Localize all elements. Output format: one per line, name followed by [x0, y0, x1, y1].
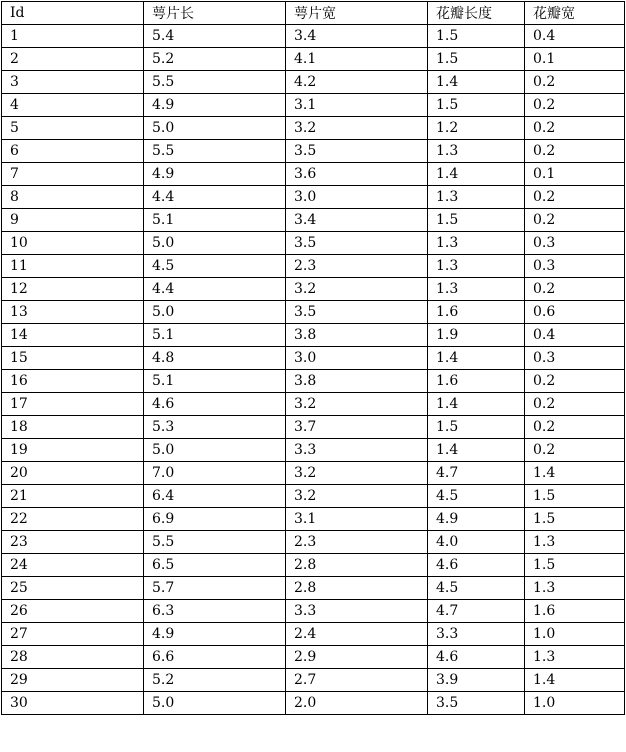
cell-petal-length: 1.3 [428, 278, 525, 301]
cell-petal-width: 1.5 [525, 508, 625, 531]
cell-sepal-width: 4.2 [286, 71, 428, 94]
cell-id: 7 [2, 163, 144, 186]
cell-petal-width: 0.3 [525, 232, 625, 255]
table-row [2, 439, 625, 462]
cell-sepal-length: 5.3 [144, 416, 286, 439]
cell-sepal-width: 3.2 [286, 485, 428, 508]
cell-petal-width: 0.6 [525, 301, 625, 324]
header-petal-length: 花瓣长度 [428, 2, 525, 25]
cell-sepal-length: 4.9 [144, 623, 286, 646]
cell-petal-width: 0.1 [525, 163, 625, 186]
table-row [2, 370, 625, 393]
cell-sepal-length: 4.9 [144, 94, 286, 117]
table-row [2, 117, 625, 140]
table-row [2, 393, 625, 416]
cell-petal-length: 4.7 [428, 462, 525, 485]
cell-id: 17 [2, 393, 144, 416]
cell-sepal-width: 3.0 [286, 347, 428, 370]
cell-sepal-length: 5.5 [144, 140, 286, 163]
cell-petal-width: 1.3 [525, 577, 625, 600]
table-row [2, 623, 625, 646]
cell-petal-width: 0.3 [525, 255, 625, 278]
table-row [2, 25, 625, 48]
cell-sepal-width: 3.1 [286, 508, 428, 531]
cell-id: 26 [2, 600, 144, 623]
cell-petal-length: 4.6 [428, 554, 525, 577]
cell-petal-width: 0.2 [525, 370, 625, 393]
table-row [2, 577, 625, 600]
cell-petal-width: 0.2 [525, 71, 625, 94]
table-row [2, 462, 625, 485]
cell-id: 20 [2, 462, 144, 485]
cell-petal-width: 0.2 [525, 416, 625, 439]
table-row [2, 186, 625, 209]
cell-petal-width: 0.2 [525, 186, 625, 209]
cell-id: 24 [2, 554, 144, 577]
cell-petal-length: 1.3 [428, 186, 525, 209]
cell-id: 5 [2, 117, 144, 140]
cell-sepal-width: 3.8 [286, 370, 428, 393]
cell-petal-length: 1.5 [428, 94, 525, 117]
cell-petal-length: 4.5 [428, 485, 525, 508]
cell-id: 4 [2, 94, 144, 117]
cell-sepal-length: 4.4 [144, 186, 286, 209]
cell-id: 8 [2, 186, 144, 209]
cell-petal-width: 1.3 [525, 646, 625, 669]
cell-petal-length: 3.3 [428, 623, 525, 646]
cell-sepal-width: 3.5 [286, 140, 428, 163]
cell-sepal-width: 4.1 [286, 48, 428, 71]
table-row [2, 232, 625, 255]
cell-petal-length: 1.2 [428, 117, 525, 140]
cell-sepal-length: 4.8 [144, 347, 286, 370]
cell-sepal-length: 4.6 [144, 393, 286, 416]
cell-id: 15 [2, 347, 144, 370]
cell-petal-width: 1.4 [525, 462, 625, 485]
cell-sepal-length: 6.6 [144, 646, 286, 669]
table-row [2, 71, 625, 94]
cell-sepal-length: 6.9 [144, 508, 286, 531]
cell-id: 29 [2, 669, 144, 692]
cell-id: 9 [2, 209, 144, 232]
cell-sepal-length: 5.1 [144, 209, 286, 232]
table-row [2, 163, 625, 186]
table-row [2, 347, 625, 370]
cell-petal-length: 1.5 [428, 209, 525, 232]
cell-sepal-width: 2.8 [286, 554, 428, 577]
cell-sepal-length: 5.7 [144, 577, 286, 600]
cell-id: 12 [2, 278, 144, 301]
cell-sepal-width: 3.3 [286, 439, 428, 462]
cell-petal-length: 1.6 [428, 301, 525, 324]
cell-petal-length: 1.3 [428, 232, 525, 255]
table-row [2, 554, 625, 577]
cell-id: 23 [2, 531, 144, 554]
cell-petal-length: 1.4 [428, 71, 525, 94]
cell-petal-width: 0.2 [525, 278, 625, 301]
cell-id: 6 [2, 140, 144, 163]
cell-sepal-length: 5.0 [144, 117, 286, 140]
cell-sepal-width: 3.5 [286, 232, 428, 255]
cell-sepal-width: 3.2 [286, 278, 428, 301]
cell-petal-length: 3.9 [428, 669, 525, 692]
cell-id: 25 [2, 577, 144, 600]
cell-sepal-length: 5.0 [144, 439, 286, 462]
cell-petal-width: 0.4 [525, 324, 625, 347]
table-row [2, 278, 625, 301]
cell-id: 19 [2, 439, 144, 462]
cell-sepal-length: 5.2 [144, 669, 286, 692]
cell-sepal-width: 3.3 [286, 600, 428, 623]
table-row [2, 692, 625, 715]
cell-petal-length: 1.5 [428, 25, 525, 48]
cell-id: 2 [2, 48, 144, 71]
cell-petal-length: 4.5 [428, 577, 525, 600]
cell-petal-length: 1.4 [428, 393, 525, 416]
cell-sepal-length: 5.4 [144, 25, 286, 48]
cell-id: 3 [2, 71, 144, 94]
cell-petal-length: 1.6 [428, 370, 525, 393]
cell-petal-length: 4.0 [428, 531, 525, 554]
cell-sepal-width: 3.8 [286, 324, 428, 347]
cell-sepal-length: 5.0 [144, 232, 286, 255]
cell-sepal-length: 5.2 [144, 48, 286, 71]
cell-sepal-width: 3.4 [286, 25, 428, 48]
header-row [2, 2, 625, 25]
cell-petal-width: 0.3 [525, 347, 625, 370]
table-row [2, 600, 625, 623]
cell-petal-width: 0.2 [525, 209, 625, 232]
cell-sepal-width: 2.4 [286, 623, 428, 646]
table-row [2, 140, 625, 163]
cell-petal-length: 4.9 [428, 508, 525, 531]
header-sepal-width: 萼片宽 [286, 2, 428, 25]
cell-petal-width: 0.2 [525, 140, 625, 163]
cell-id: 27 [2, 623, 144, 646]
cell-id: 10 [2, 232, 144, 255]
table-row [2, 94, 625, 117]
data-table [1, 1, 625, 715]
table-header [2, 2, 625, 25]
cell-petal-width: 1.5 [525, 485, 625, 508]
cell-petal-width: 0.2 [525, 439, 625, 462]
cell-petal-width: 1.0 [525, 692, 625, 715]
cell-sepal-length: 4.5 [144, 255, 286, 278]
header-petal-width: 花瓣宽 [525, 2, 625, 25]
cell-sepal-length: 5.5 [144, 531, 286, 554]
cell-id: 16 [2, 370, 144, 393]
cell-id: 21 [2, 485, 144, 508]
cell-sepal-width: 3.0 [286, 186, 428, 209]
cell-id: 28 [2, 646, 144, 669]
cell-petal-width: 1.5 [525, 554, 625, 577]
table-row [2, 508, 625, 531]
cell-petal-width: 1.6 [525, 600, 625, 623]
cell-petal-width: 1.3 [525, 531, 625, 554]
table-row [2, 646, 625, 669]
cell-petal-width: 0.4 [525, 25, 625, 48]
cell-id: 18 [2, 416, 144, 439]
cell-petal-length: 3.5 [428, 692, 525, 715]
cell-sepal-width: 2.3 [286, 531, 428, 554]
cell-sepal-length: 6.3 [144, 600, 286, 623]
cell-petal-width: 1.0 [525, 623, 625, 646]
cell-sepal-width: 3.2 [286, 462, 428, 485]
cell-id: 30 [2, 692, 144, 715]
cell-sepal-width: 3.6 [286, 163, 428, 186]
table-row [2, 531, 625, 554]
cell-sepal-width: 2.0 [286, 692, 428, 715]
cell-sepal-width: 2.9 [286, 646, 428, 669]
cell-petal-length: 1.4 [428, 163, 525, 186]
cell-sepal-length: 5.1 [144, 370, 286, 393]
cell-sepal-length: 6.4 [144, 485, 286, 508]
cell-petal-width: 0.2 [525, 94, 625, 117]
cell-petal-length: 4.7 [428, 600, 525, 623]
cell-sepal-width: 2.3 [286, 255, 428, 278]
cell-sepal-width: 3.2 [286, 117, 428, 140]
table-row [2, 669, 625, 692]
cell-sepal-length: 5.0 [144, 301, 286, 324]
cell-petal-length: 1.4 [428, 439, 525, 462]
table-row [2, 255, 625, 278]
cell-sepal-length: 6.5 [144, 554, 286, 577]
cell-sepal-width: 3.4 [286, 209, 428, 232]
table-row [2, 416, 625, 439]
cell-petal-length: 1.3 [428, 140, 525, 163]
cell-petal-width: 0.2 [525, 117, 625, 140]
cell-sepal-width: 2.7 [286, 669, 428, 692]
cell-sepal-length: 4.4 [144, 278, 286, 301]
cell-petal-length: 4.6 [428, 646, 525, 669]
cell-sepal-length: 5.1 [144, 324, 286, 347]
cell-sepal-width: 3.2 [286, 393, 428, 416]
cell-id: 22 [2, 508, 144, 531]
cell-sepal-width: 2.8 [286, 577, 428, 600]
cell-sepal-width: 3.1 [286, 94, 428, 117]
cell-id: 13 [2, 301, 144, 324]
cell-petal-length: 1.5 [428, 416, 525, 439]
cell-sepal-length: 5.5 [144, 71, 286, 94]
cell-petal-length: 1.9 [428, 324, 525, 347]
table-row [2, 209, 625, 232]
cell-sepal-length: 7.0 [144, 462, 286, 485]
table-body [2, 25, 625, 715]
table-row [2, 48, 625, 71]
cell-id: 1 [2, 25, 144, 48]
cell-petal-length: 1.5 [428, 48, 525, 71]
cell-sepal-length: 5.0 [144, 692, 286, 715]
cell-petal-width: 0.2 [525, 393, 625, 416]
header-sepal-length: 萼片长 [144, 2, 286, 25]
cell-id: 14 [2, 324, 144, 347]
header-id: Id [2, 2, 144, 25]
cell-petal-length: 1.4 [428, 347, 525, 370]
cell-petal-width: 0.1 [525, 48, 625, 71]
cell-id: 11 [2, 255, 144, 278]
table-row [2, 324, 625, 347]
cell-petal-length: 1.3 [428, 255, 525, 278]
cell-sepal-length: 4.9 [144, 163, 286, 186]
cell-petal-width: 1.4 [525, 669, 625, 692]
cell-sepal-width: 3.5 [286, 301, 428, 324]
table-row [2, 301, 625, 324]
cell-sepal-width: 3.7 [286, 416, 428, 439]
table-row [2, 485, 625, 508]
